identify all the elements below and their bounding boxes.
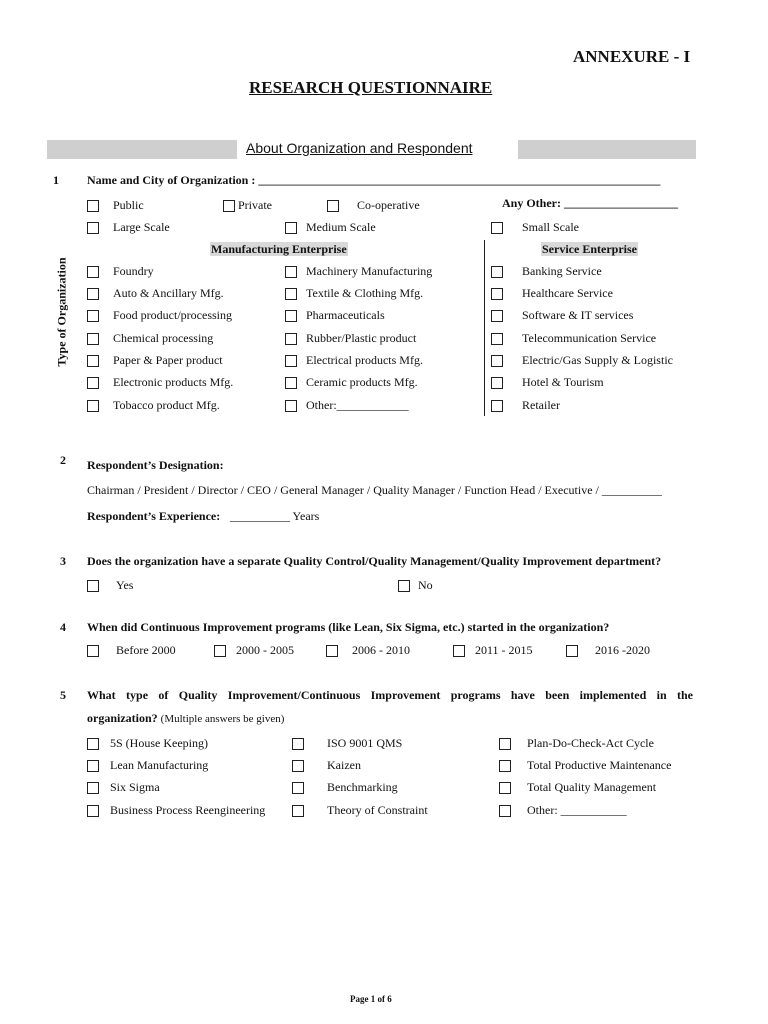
q1-number: 1 — [53, 173, 59, 187]
option-software-it: Software & IT services — [522, 308, 634, 322]
section-bar-right — [518, 140, 696, 159]
option-ceramic: Ceramic products Mfg. — [306, 375, 418, 389]
checkbox-public[interactable] — [87, 200, 99, 212]
checkbox-electrical[interactable] — [285, 355, 297, 367]
checkbox-tpm[interactable] — [499, 760, 511, 772]
option-tpm: Total Productive Maintenance — [527, 758, 672, 772]
q5-question-line2: organization? — [87, 711, 158, 725]
option-tobacco: Tobacco product Mfg. — [113, 398, 220, 412]
checkbox-healthcare[interactable] — [491, 288, 503, 300]
checkbox-rubber-plastic[interactable] — [285, 333, 297, 345]
experience-field[interactable]: __________ Years — [230, 509, 320, 523]
checkbox-kaizen[interactable] — [292, 760, 304, 772]
checkbox-yes[interactable] — [87, 580, 99, 592]
option-rubber-plastic: Rubber/Plastic product — [306, 331, 417, 345]
q4-number: 4 — [60, 620, 66, 634]
checkbox-mfg-other[interactable] — [285, 400, 297, 412]
option-food-product: Food product/processing — [113, 308, 232, 322]
checkbox-co-operative[interactable] — [327, 200, 339, 212]
experience-label: Respondent’s Experience: — [87, 509, 221, 523]
option-co-operative: Co-operative — [357, 198, 420, 212]
option-bpr: Business Process Reengineering — [110, 803, 266, 817]
option-public: Public — [113, 198, 144, 212]
checkbox-2016-2020[interactable] — [566, 645, 578, 657]
option-toc: Theory of Constraint — [327, 803, 428, 817]
checkbox-large-scale[interactable] — [87, 222, 99, 234]
q5-note: (Multiple answers be given) — [160, 713, 285, 725]
option-healthcare: Healthcare Service — [522, 286, 613, 300]
q4-question: When did Continuous Improvement programs (like Lean, Six Sigma, etc.) started in the organization? — [87, 620, 610, 634]
checkbox-auto-ancillary[interactable] — [87, 288, 99, 300]
q1-question: Name and City of Organization : ___________________________________________________________________ — [87, 173, 661, 187]
checkbox-chemical[interactable] — [87, 333, 99, 345]
option-2016-2020: 2016 -2020 — [595, 643, 650, 657]
section-title: About Organization and Respondent — [246, 140, 473, 156]
checkbox-ceramic[interactable] — [285, 377, 297, 389]
service-header: Service Enterprise — [542, 242, 637, 256]
option-medium-scale: Medium Scale — [306, 220, 376, 234]
checkbox-iso-9001[interactable] — [292, 738, 304, 750]
option-pdca: Plan-Do-Check-Act Cycle — [527, 736, 654, 750]
checkbox-tqm[interactable] — [499, 782, 511, 794]
option-electric-gas: Electric/Gas Supply & Logistic — [522, 353, 673, 367]
q2-number: 2 — [60, 453, 66, 467]
checkbox-bpr[interactable] — [87, 805, 99, 817]
option-2011-2015: 2011 - 2015 — [475, 643, 533, 657]
option-pharmaceuticals: Pharmaceuticals — [306, 308, 385, 322]
checkbox-pdca[interactable] — [499, 738, 511, 750]
checkbox-electric-gas[interactable] — [491, 355, 503, 367]
checkbox-textile[interactable] — [285, 288, 297, 300]
option-yes: Yes — [116, 578, 134, 592]
checkbox-machinery[interactable] — [285, 266, 297, 278]
option-large-scale: Large Scale — [113, 220, 170, 234]
checkbox-2006-2010[interactable] — [326, 645, 338, 657]
checkbox-2011-2015[interactable] — [453, 645, 465, 657]
option-retailer: Retailer — [522, 398, 560, 412]
checkbox-six-sigma[interactable] — [87, 782, 99, 794]
option-mfg-other[interactable]: Other:____________ — [306, 398, 409, 412]
option-hotel-tourism: Hotel & Tourism — [522, 375, 604, 389]
checkbox-5s[interactable] — [87, 738, 99, 750]
annexure-label: ANNEXURE - I — [573, 47, 691, 66]
checkbox-food-product[interactable] — [87, 310, 99, 322]
checkbox-retailer[interactable] — [491, 400, 503, 412]
any-other-field[interactable]: Any Other: ___________________ — [502, 196, 678, 210]
option-q5-other[interactable]: Other: ___________ — [527, 803, 627, 817]
option-telecom: Telecommunication Service — [522, 331, 657, 345]
checkbox-software-it[interactable] — [491, 310, 503, 322]
checkbox-pharmaceuticals[interactable] — [285, 310, 297, 322]
checkbox-lean[interactable] — [87, 760, 99, 772]
checkbox-paper[interactable] — [87, 355, 99, 367]
option-electrical: Electrical products Mfg. — [306, 353, 423, 367]
option-six-sigma: Six Sigma — [110, 780, 160, 794]
option-kaizen: Kaizen — [327, 758, 361, 772]
checkbox-banking[interactable] — [491, 266, 503, 278]
checkbox-tobacco[interactable] — [87, 400, 99, 412]
checkbox-foundry[interactable] — [87, 266, 99, 278]
option-no: No — [418, 578, 433, 592]
designation-options[interactable]: Chairman / President / Director / CEO / General Manager / Quality Manager / Function Head / Executive / __________ — [87, 483, 662, 497]
column-divider — [484, 240, 485, 416]
checkbox-no[interactable] — [398, 580, 410, 592]
option-tqm: Total Quality Management — [527, 780, 657, 794]
option-banking: Banking Service — [522, 264, 602, 278]
q3-number: 3 — [60, 554, 66, 568]
type-of-organization-label: Type of Organization — [54, 257, 69, 367]
option-paper: Paper & Paper product — [113, 353, 223, 367]
option-textile: Textile & Clothing Mfg. — [306, 286, 424, 300]
option-lean: Lean Manufacturing — [110, 758, 209, 772]
checkbox-small-scale[interactable] — [491, 222, 503, 234]
option-iso-9001: ISO 9001 QMS — [327, 736, 403, 750]
option-before-2000: Before 2000 — [116, 643, 176, 657]
checkbox-hotel-tourism[interactable] — [491, 377, 503, 389]
option-benchmarking: Benchmarking — [327, 780, 398, 794]
option-foundry: Foundry — [113, 264, 154, 278]
checkbox-telecom[interactable] — [491, 333, 503, 345]
q5-number: 5 — [60, 688, 66, 702]
page-title: RESEARCH QUESTIONNAIRE — [249, 78, 493, 97]
option-auto-ancillary: Auto & Ancillary Mfg. — [113, 286, 224, 300]
checkbox-medium-scale[interactable] — [285, 222, 297, 234]
checkbox-electronic[interactable] — [87, 377, 99, 389]
option-private: Private — [238, 198, 272, 212]
option-machinery: Machinery Manufacturing — [306, 264, 433, 278]
checkbox-benchmarking[interactable] — [292, 782, 304, 794]
q3-question: Does the organization have a separate Quality Control/Quality Management/Quality Improvement department? — [87, 554, 662, 568]
option-5s: 5S (House Keeping) — [110, 736, 208, 750]
checkbox-before-2000[interactable] — [87, 645, 99, 657]
section-bar-left — [47, 140, 237, 159]
checkbox-toc[interactable] — [292, 805, 304, 817]
option-2006-2010: 2006 - 2010 — [352, 643, 410, 657]
checkbox-q5-other[interactable] — [499, 805, 511, 817]
checkbox-private[interactable] — [223, 200, 235, 212]
option-small-scale: Small Scale — [522, 220, 579, 234]
designation-label: Respondent’s Designation: — [87, 458, 224, 472]
option-2000-2005: 2000 - 2005 — [236, 643, 294, 657]
checkbox-2000-2005[interactable] — [214, 645, 226, 657]
manufacturing-header: Manufacturing Enterprise — [211, 242, 347, 256]
option-chemical: Chemical processing — [113, 331, 214, 345]
page-number: Page 1 of 6 — [350, 994, 392, 1004]
q5-question-line1: What type of Quality Improvement/Continuous Improvement programs have been implemented in the — [87, 688, 693, 702]
option-electronic: Electronic products Mfg. — [113, 375, 234, 389]
